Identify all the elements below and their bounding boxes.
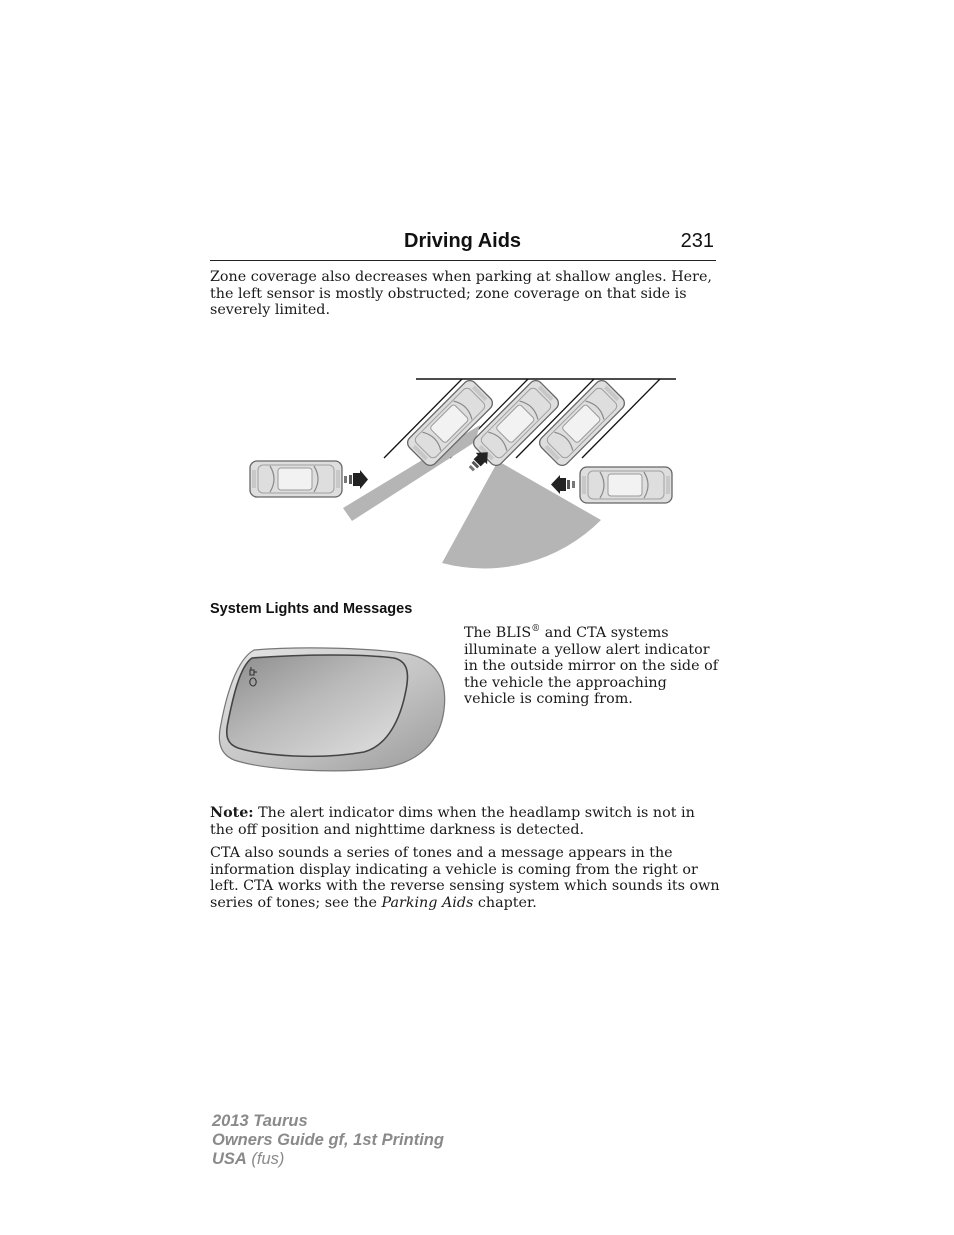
parked-car	[537, 378, 628, 469]
right-sensor-zone	[442, 461, 601, 568]
registered-mark: ®	[531, 624, 541, 635]
approaching-car-right	[580, 467, 672, 503]
arrow-left-icon	[551, 475, 575, 494]
footer-guide: Owners Guide gf, 1st Printing	[212, 1131, 444, 1149]
parking-stripe	[450, 379, 528, 458]
parking-stripe	[582, 379, 660, 458]
system-lights-heading: System Lights and Messages	[210, 601, 413, 617]
blis-paragraph: The BLIS® and CTA systems illuminate a yellow alert indicator in the outside mirror on the side of the vehicle the approaching vehicle is coming from.	[464, 624, 718, 707]
parking-stripe	[516, 379, 594, 458]
approaching-car-left	[250, 461, 342, 497]
page-number: 231	[680, 230, 714, 252]
left-sensor-zone	[343, 425, 480, 521]
section-title: Driving Aids	[404, 230, 522, 252]
parking-stripe	[384, 379, 462, 458]
note-paragraph: Note: The alert indicator dims when the headlamp switch is not in the off position and nighttime darkness is detected.	[210, 805, 695, 838]
cta-paragraph: CTA also sounds a series of tones and a message appears in the information display indicating a vehicle is coming from the right or left. CTA works with the reverse sensing system which sounds its own series of tones; see the Parking Aids chapter.	[210, 845, 720, 911]
intro-paragraph: Zone coverage also decreases when parking at shallow angles. Here, the left sensor is mostly obstructed; zone coverage on that side is severely limited.	[210, 269, 712, 318]
side-mirror-illustration	[214, 642, 454, 782]
arrow-right-icon	[344, 470, 368, 489]
footer-model: 2013 Taurus	[212, 1112, 308, 1130]
parking-aids-reference: Parking Aids	[381, 894, 474, 911]
note-label: Note:	[210, 805, 254, 821]
reversing-arrow-icon	[465, 447, 493, 475]
parked-car	[471, 378, 562, 469]
parked-car	[405, 378, 496, 469]
footer-region: USA (fus)	[212, 1150, 285, 1168]
page-footer	[212, 1112, 444, 1169]
page-header	[210, 228, 716, 261]
